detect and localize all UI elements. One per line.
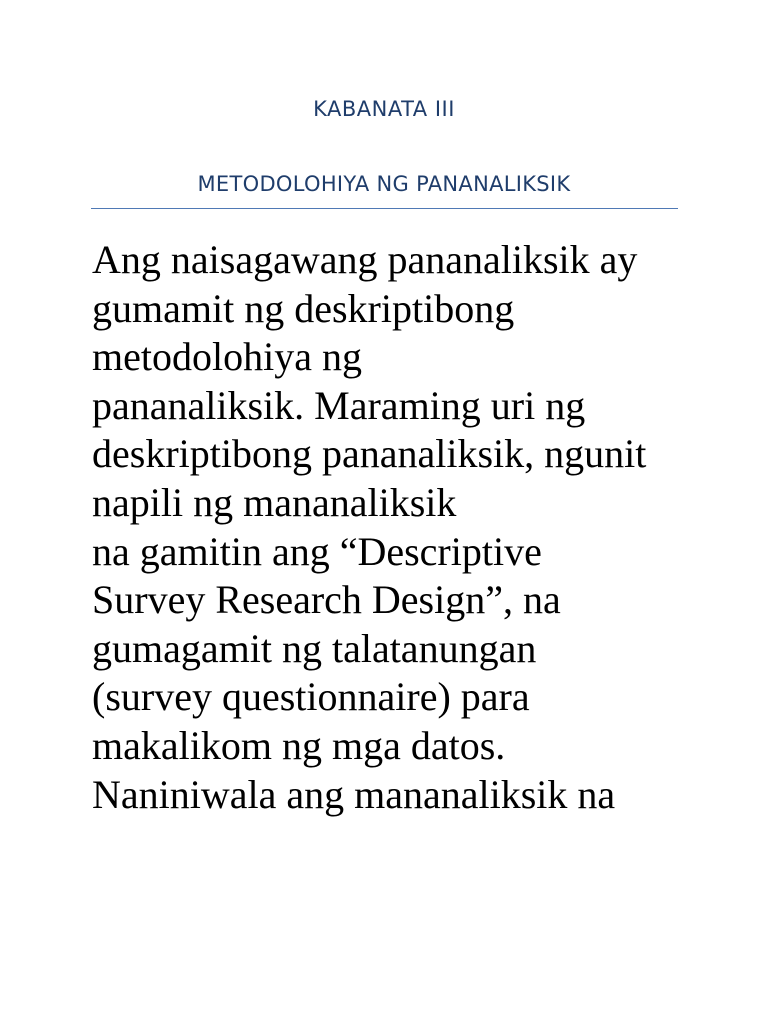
paragraph-line: Survey Research Design”, na	[92, 577, 561, 623]
paragraph-line: deskriptibong pananaliksik, ngunit	[92, 431, 647, 477]
paragraph-line: pananaliksik. Maraming uri ng	[92, 382, 586, 428]
chapter-label: KABANATA III	[313, 97, 455, 121]
paragraph-line: makalikom ng mga datos.	[92, 722, 506, 768]
chapter-title: METODOLOHIYA NG PANANALIKSIK	[197, 172, 571, 196]
paragraph-line: gumamit ng deskriptibong	[92, 285, 515, 331]
paragraph-line: gumagamit ng talatanungan	[92, 625, 537, 671]
paragraph-line: na gamitin ang “Descriptive	[92, 528, 542, 574]
title-divider	[91, 208, 678, 209]
paragraph-line: napili ng mananaliksik	[92, 479, 457, 525]
paragraph-line: (survey questionnaire) para	[92, 674, 530, 720]
body-paragraph	[92, 236, 732, 819]
paragraph-line: Naniniwala ang mananaliksik na	[92, 771, 616, 817]
paragraph-line: metodolohiya ng	[92, 334, 362, 380]
paragraph-line: Ang naisagawang pananaliksik ay	[92, 237, 638, 282]
